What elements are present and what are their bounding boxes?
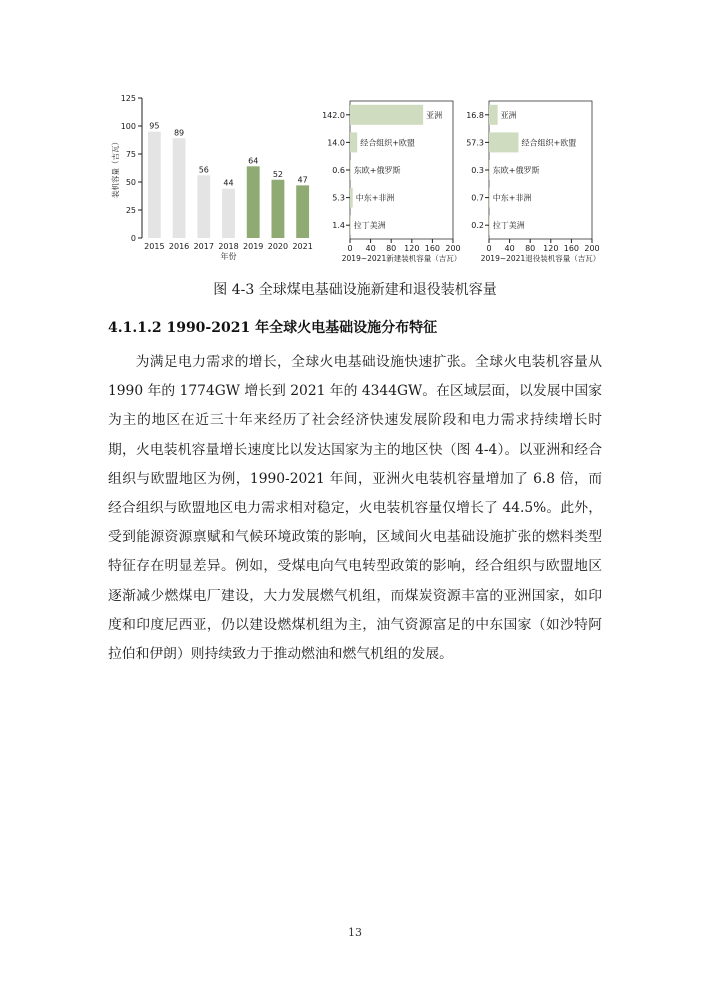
bar — [350, 105, 423, 125]
x-tick-label: 80 — [386, 244, 397, 253]
new-capacity-bar-chart — [322, 101, 461, 263]
x-axis-label: 年份 — [220, 252, 237, 261]
annual-capacity-bar-chart — [110, 94, 313, 261]
x-tick-label: 40 — [365, 244, 376, 253]
bar-value-label: 57.3 — [466, 138, 484, 148]
y-tick-label: 125 — [120, 94, 136, 103]
bar — [173, 138, 186, 238]
bar — [148, 132, 161, 238]
bar-value-label: 64 — [248, 156, 259, 166]
x-tick-label: 80 — [525, 244, 536, 253]
bar-value-label: 52 — [272, 169, 284, 179]
bar-value-label: 16.8 — [466, 110, 484, 120]
bar-value-label: 44 — [223, 178, 234, 188]
bar-value-label: 0.6 — [332, 166, 345, 175]
bar-value-label: 0.7 — [471, 193, 484, 203]
x-tick-label: 2016 — [168, 242, 190, 251]
bar-value-label: 0.3 — [471, 166, 484, 175]
bar-value-label: 47 — [297, 175, 308, 185]
page-number: 13 — [348, 926, 362, 939]
bar — [350, 160, 351, 180]
x-tick-label: 40 — [504, 244, 515, 253]
x-tick-label: 200 — [584, 244, 600, 253]
category-label: 中东+非洲 — [355, 193, 395, 203]
category-label: 拉丁美洲 — [492, 221, 525, 231]
figure-4-3 — [0, 0, 710, 275]
bar — [489, 188, 490, 208]
bar — [489, 215, 490, 235]
bar-value-label: 142.0 — [322, 110, 345, 120]
x-tick-label: 120 — [543, 244, 559, 253]
section-heading: 4.1.1.2 1990-2021 年全球火电基础设施分布特征 — [108, 320, 438, 336]
x-tick-label: 2017 — [193, 242, 214, 251]
bar — [350, 188, 353, 208]
bar-value-label: 95 — [149, 121, 160, 131]
paragraph: 为满足电力需求的增长，全球火电基础设施快速扩张。全球火电装机容量从1990 年的 1774GW 增长到 2021 年的 4344GW。在区域层面，以发展中国家为主的地区在近三十年来经历了社会经济快速发展阶段和电力需求持续增长时期，火电装机容量增长速度比以发达国家为主的地区快（图 4-4）。以亚洲和经合组织与欧盟地区为例，1990-2021 年间，亚洲火电装机容量增加了 6.8 倍，而经合组织与欧盟地区电力需求相对稳定，火电装机容量仅增长了 44.5%。此外，受到能源资源禀赋和气候环境政策的影响，区域间火电基础设施扩张的燃料类型特征存在明显差异。例如，受煤电向气电转型政策的影响，经合组织与欧盟地区逐渐减少燃煤电厂建设，大力发展燃气机组，而煤炭资源丰富的亚洲国家，如印度和印度尼西亚，仍以建设燃煤机组为主，油气资源富足的中东国家（如沙特阿拉伯和伊朗）则持续致力于推动燃油和燃气机组的发展。 — [108, 354, 602, 663]
bar-value-label: 5.3 — [332, 193, 345, 203]
category-label: 中东+非洲 — [492, 193, 532, 203]
category-label: 东欧+俄罗斯 — [353, 166, 401, 175]
y-tick-label: 100 — [120, 122, 136, 131]
bar — [296, 185, 309, 238]
x-tick-label: 160 — [424, 244, 441, 253]
bar-value-label: 56 — [198, 165, 209, 175]
category-label: 亚洲 — [426, 110, 443, 120]
bar — [489, 105, 498, 125]
bar — [247, 166, 260, 238]
bar — [222, 189, 235, 238]
bar — [489, 132, 519, 152]
bar-value-label: 89 — [173, 128, 185, 138]
y-tick-label: 75 — [125, 150, 136, 159]
y-axis-label: 装机容量（吉瓦） — [111, 138, 120, 198]
bar — [272, 180, 285, 238]
bar — [197, 175, 210, 238]
x-tick-label: 0 — [486, 244, 492, 253]
figure-caption: 图 4-3 全球煤电基础设施新建和退役装机容量 — [213, 282, 497, 298]
bar — [489, 160, 490, 180]
x-tick-label: 2018 — [218, 242, 239, 251]
x-tick-label: 0 — [347, 244, 353, 253]
category-label: 拉丁美洲 — [353, 221, 386, 231]
category-label: 经合组织+欧盟 — [360, 138, 415, 148]
x-axis-label: 2019~2021新建装机容量（吉瓦） — [341, 254, 462, 263]
y-tick-label: 0 — [130, 234, 136, 243]
x-tick-label: 2019 — [243, 242, 264, 251]
category-label: 东欧+俄罗斯 — [492, 166, 540, 175]
retired-capacity-bar-chart — [466, 101, 600, 263]
x-tick-label: 120 — [404, 244, 420, 253]
bar — [350, 132, 357, 152]
bar — [350, 215, 351, 235]
category-label: 经合组织+欧盟 — [521, 138, 577, 148]
x-tick-label: 2020 — [267, 242, 289, 251]
bar-value-label: 14.0 — [327, 138, 345, 148]
x-tick-label: 2015 — [144, 242, 165, 251]
x-axis-label: 2019~2021退役装机容量（吉瓦） — [480, 254, 601, 263]
category-label: 亚洲 — [500, 110, 517, 120]
y-tick-label: 50 — [125, 178, 136, 187]
x-tick-label: 2021 — [292, 242, 313, 251]
bar-value-label: 0.2 — [471, 221, 484, 231]
x-tick-label: 160 — [563, 244, 580, 253]
body-text — [108, 348, 602, 669]
x-tick-label: 200 — [445, 244, 461, 253]
y-tick-label: 25 — [125, 206, 136, 215]
bar-value-label: 1.4 — [332, 221, 345, 231]
